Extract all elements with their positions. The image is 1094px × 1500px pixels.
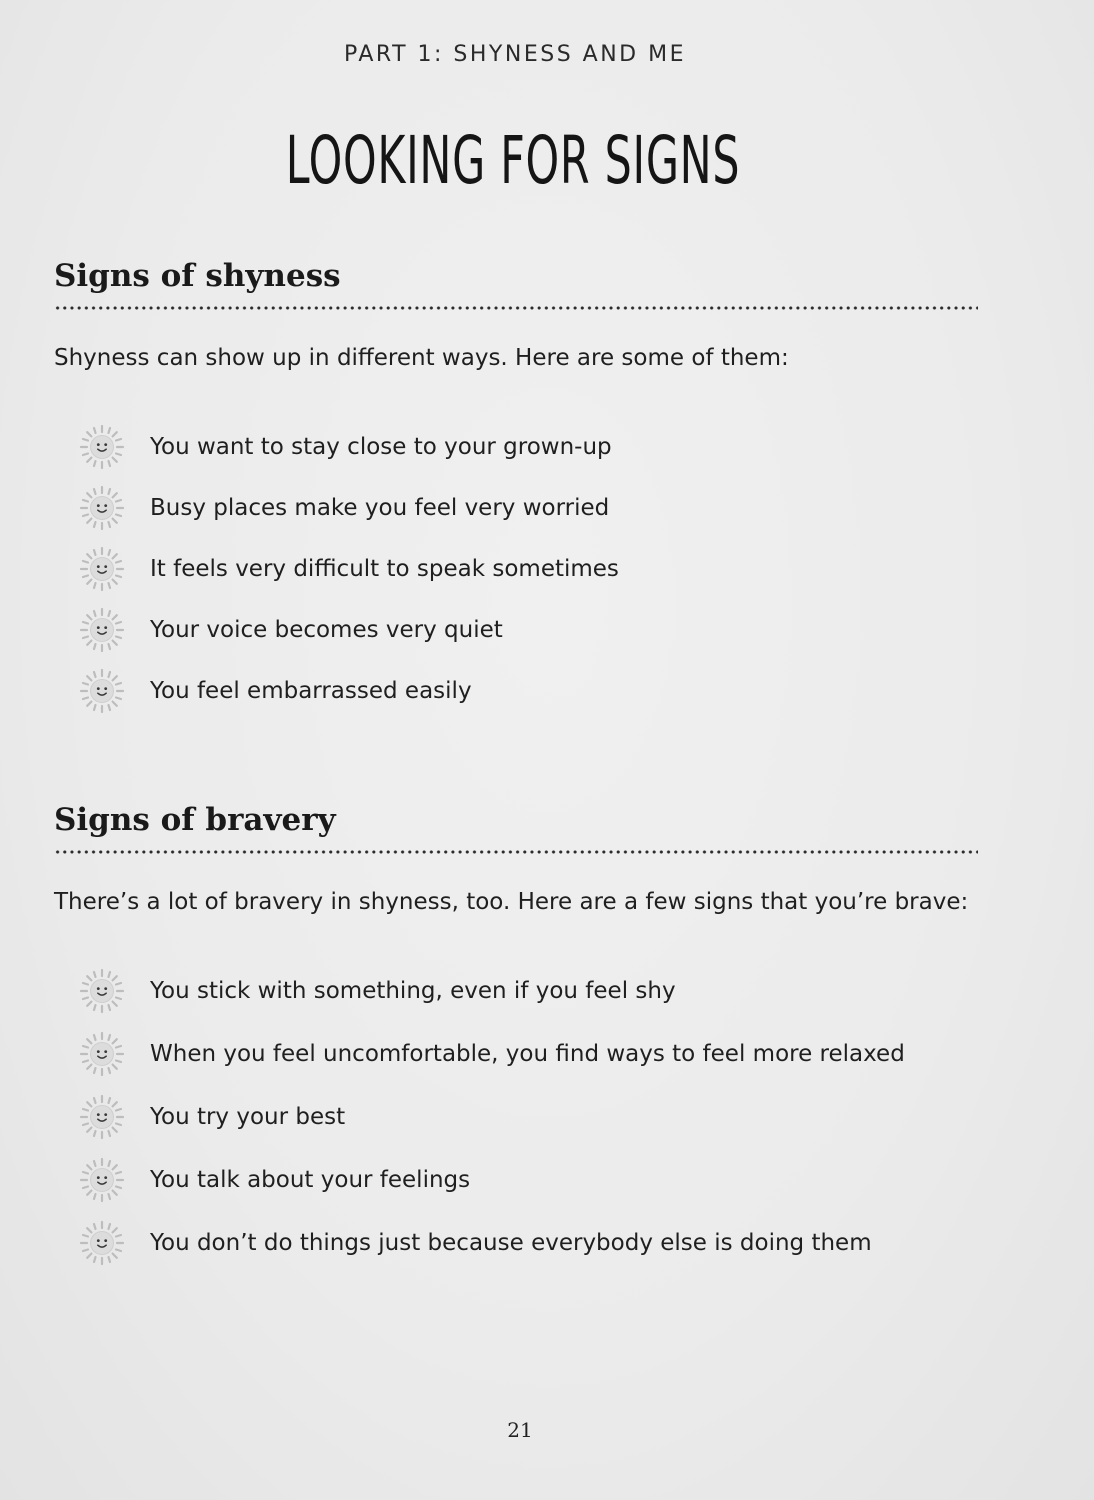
dotted-divider (54, 306, 978, 310)
list-item-text: You want to stay close to your grown-up (150, 434, 612, 460)
list-item-text: Your voice becomes very quiet (150, 617, 503, 643)
list-item-text: You stick with something, even if you feel shy (150, 978, 676, 1004)
smiling-sun-icon (78, 667, 126, 715)
list-item (54, 659, 978, 720)
smiling-sun-icon (78, 1030, 126, 1078)
list-item-text: When you feel uncomfortable, you find ways to feel more relaxed (150, 1041, 905, 1067)
list-item-text: You don’t do things just because everybody else is doing them (150, 1230, 872, 1256)
signs-list (54, 415, 978, 720)
list-item (54, 1148, 978, 1211)
smiling-sun-icon (78, 606, 126, 654)
smiling-sun-icon (78, 545, 126, 593)
smiling-sun-icon (78, 1219, 126, 1267)
dotted-divider (54, 850, 978, 854)
signs-list (54, 959, 978, 1274)
smiling-sun-icon (78, 967, 126, 1015)
list-item (54, 415, 978, 476)
smiling-sun-icon (78, 1093, 126, 1141)
list-item (54, 1085, 978, 1148)
list-item (54, 1022, 978, 1085)
smiling-sun-icon (78, 423, 126, 471)
list-item (54, 598, 978, 659)
section-heading: Signs of shyness (54, 258, 341, 294)
running-head: PART 1: SHYNESS AND ME (344, 42, 686, 67)
list-item-text: You talk about your feelings (150, 1167, 471, 1193)
smiling-sun-icon (78, 484, 126, 532)
list-item (54, 476, 978, 537)
list-item-text: You try your best (150, 1104, 346, 1130)
section-signs-of-shyness (54, 256, 978, 720)
list-item-text: It feels very difficult to speak sometimes (150, 556, 619, 582)
page-number: 21 (507, 1418, 533, 1442)
section-heading: Signs of bravery (54, 802, 336, 838)
list-item (54, 1211, 978, 1274)
section-signs-of-bravery (54, 800, 978, 1274)
list-item-text: Busy places make you feel very worried (150, 495, 610, 521)
chapter-title: LOOKING FOR SIGNS (285, 122, 741, 199)
section-intro: There’s a lot of bravery in shyness, too. Here are a few signs that you’re brave: (54, 889, 969, 915)
smiling-sun-icon (78, 1156, 126, 1204)
list-item (54, 537, 978, 598)
list-item-text: You feel embarrassed easily (150, 678, 472, 704)
list-item (54, 959, 978, 1022)
section-intro: Shyness can show up in different ways. Here are some of them: (54, 345, 789, 371)
